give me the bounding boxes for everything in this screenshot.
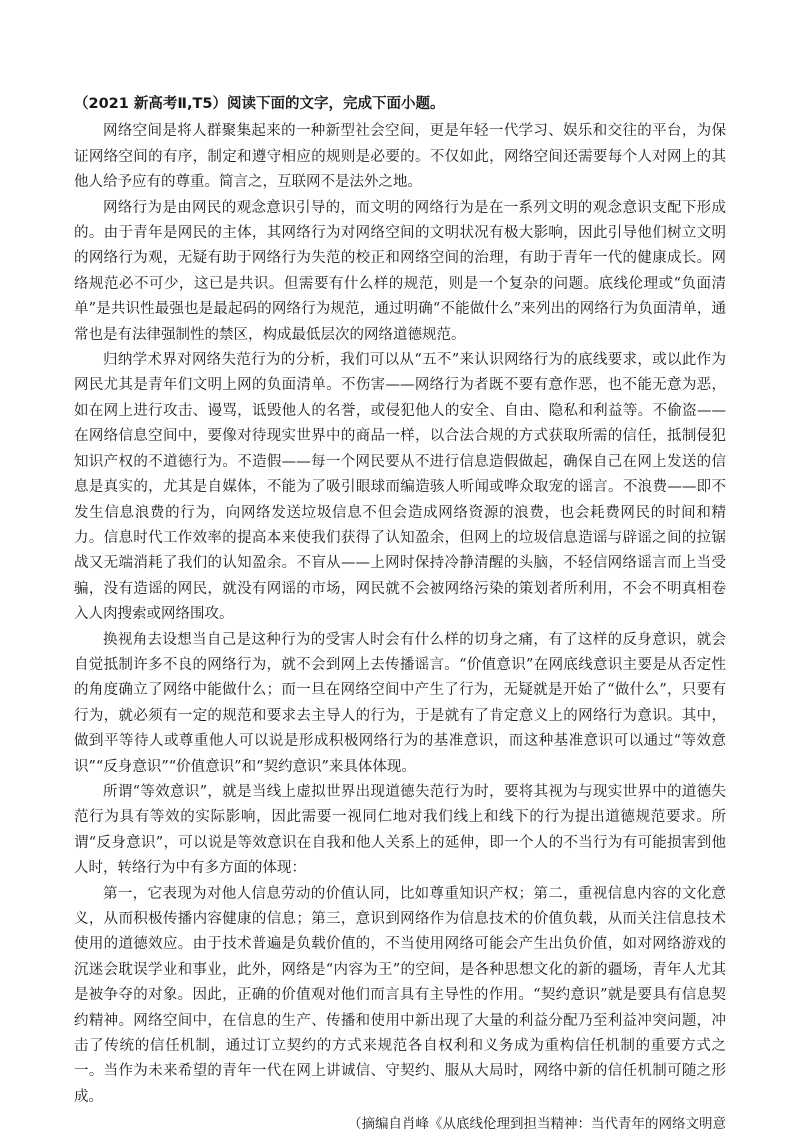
source-citation: （摘编自肖峰《从底线伦理到担当精神：当代青年的网络文明意: [348, 1116, 726, 1133]
paragraph-6: 第一，它表现为对他人信息劳动的价值认同，比如尊重知识产权；第二，重视信息内容的文化意义，从而积极传播内容健康的信息；第三，意识到网络作为信息技术的价值负载，从而关注信息技术使用的道德效应。由于技术普遍是负载价值的，不当使用网络可能会产生出负价值，如对网络游戏的沉迷会耽误学业和事业，此外，网络是“内容为王”的空间，是各种思想文化的新的疆场，青年人尤其是被争夺的对象。因此，正确的价值观对他们而言具有主导性的作用。“契约意识”就是要具有信息契约精神。网络空间中，在信息的生产、传播和使用中新出现了大量的利益分配乃至利益冲突问题，冲击了传统的信任机制，通过订立契约的方式来规范各自权利和义务成为重构信任机制的重要方式之一。当作为未来希望的青年一代在网上讲诚信、守契约、服从大局时，网络中新的信任机制可随之形成。: [74, 885, 726, 1105]
paragraph-5: 所谓“等效意识”，就是当线上虚拟世界出现道德失范行为时，要将其视为与现实世界中的道德失范行为具有等效的实际影响，因此需要一视同仁地对我们线上和线下的行为提出道德规范要求。所谓“反身意识”，可以说是等效意识在自我和他人关系上的延伸，即一个人的不当行为有可能损害到他人时，转络行为中有多方面的体现：: [74, 783, 726, 877]
question-heading: （2021 新高考Ⅱ,T5）阅读下面的文字，完成下面小题。: [74, 96, 445, 112]
document-page: [74, 92, 726, 1138]
paragraph-2: 网络行为是由网民的观念意识引导的，而文明的网络行为是在一系列文明的观念意识支配下形成的。由于青年是网民的主体，其网络行为对网络空间的文明状况有极大影响，因此引导他们树立文明的网络行为观，无疑有助于网络行为失范的校正和网络空间的治理，有助于青年一代的健康成长。网络规范必不可少，这已是共识。但需要有什么样的规范，则是一个复杂的问题。底线伦理或“负面清单”是共识性最强也是最起码的网络行为规范，通过明确“不能做什么”来列出的网络行为负面清单，通常也是有法律强制性的禁区，构成最低层次的网络道德规范。: [74, 199, 726, 343]
paragraph-4: 换视角去设想当自己是这种行为的受害人时会有什么样的切身之痛，有了这样的反身意识，就会自觉抵制许多不良的网络行为，就不会到网上去传播谣言。“价值意识”在网底线意识主要是从否定性的角度确立了网络中能做什么；而一旦在网络空间中产生了行为，无疑就是开始了“做什么”，只要有行为，就必须有一定的规范和要求去主导人的行为，于是就有了肯定意义上的网络行为意识。其中，做到平等待人或尊重他人可以说是形成积极网络行为的基准意识，而这种基准意识可以通过“等效意识”“反身意识”“价值意识”和“契约意识”来具体体现。: [74, 631, 726, 775]
paragraph-3: 归纳学术界对网络失范行为的分析，我们可以从“五不”来认识网络行为的底线要求，或以此作为网民尤其是青年们文明上网的负面清单。不伤害——网络行为者既不要有意作恶，也不能无意为恶，如在网上进行攻击、谩骂，诋毁他人的名誉，或侵犯他人的安全、自由、隐私和利益等。不偷盗——在网络信息空间中，要像对待现实世界中的商品一样，以合法合规的方式获取所需的信任，抵制侵犯知识产权的不道德行为。不造假——每一个网民要从不进行信息造假做起，确保自己在网上发送的信息是真实的，尤其是自媒体，不能为了吸引眼球而编造骇人听闻或哗众取宠的谣言。不浪费——即不发生信息浪费的行为，向网络发送垃圾信息不但会造成网络资源的浪费，也会耗费网民的时间和精力。信息时代工作效率的提高本来使我们获得了认知盈余，但网上的垃圾信息造谣与辟谣之间的拉锯战又无端消耗了我们的认知盈余。不盲从——上网时保持冷静清醒的头脑，不轻信网络谣言而上当受骗，没有造谣的网民，就没有网谣的市场，网民就不会被网络污染的策划者所利用，不会不明真相卷入人肉搜索或网络围攻。: [74, 352, 726, 623]
paragraph-1: 网络空间是将人群聚集起来的一种新型社会空间，更是年轻一代学习、娱乐和交往的平台，为保证网络空间的有序，制定和遵守相应的规则是必要的。不仅如此，网络空间还需要每个人对网上的其他人给予应有的尊重。简言之，互联网不是法外之地。: [74, 123, 726, 191]
